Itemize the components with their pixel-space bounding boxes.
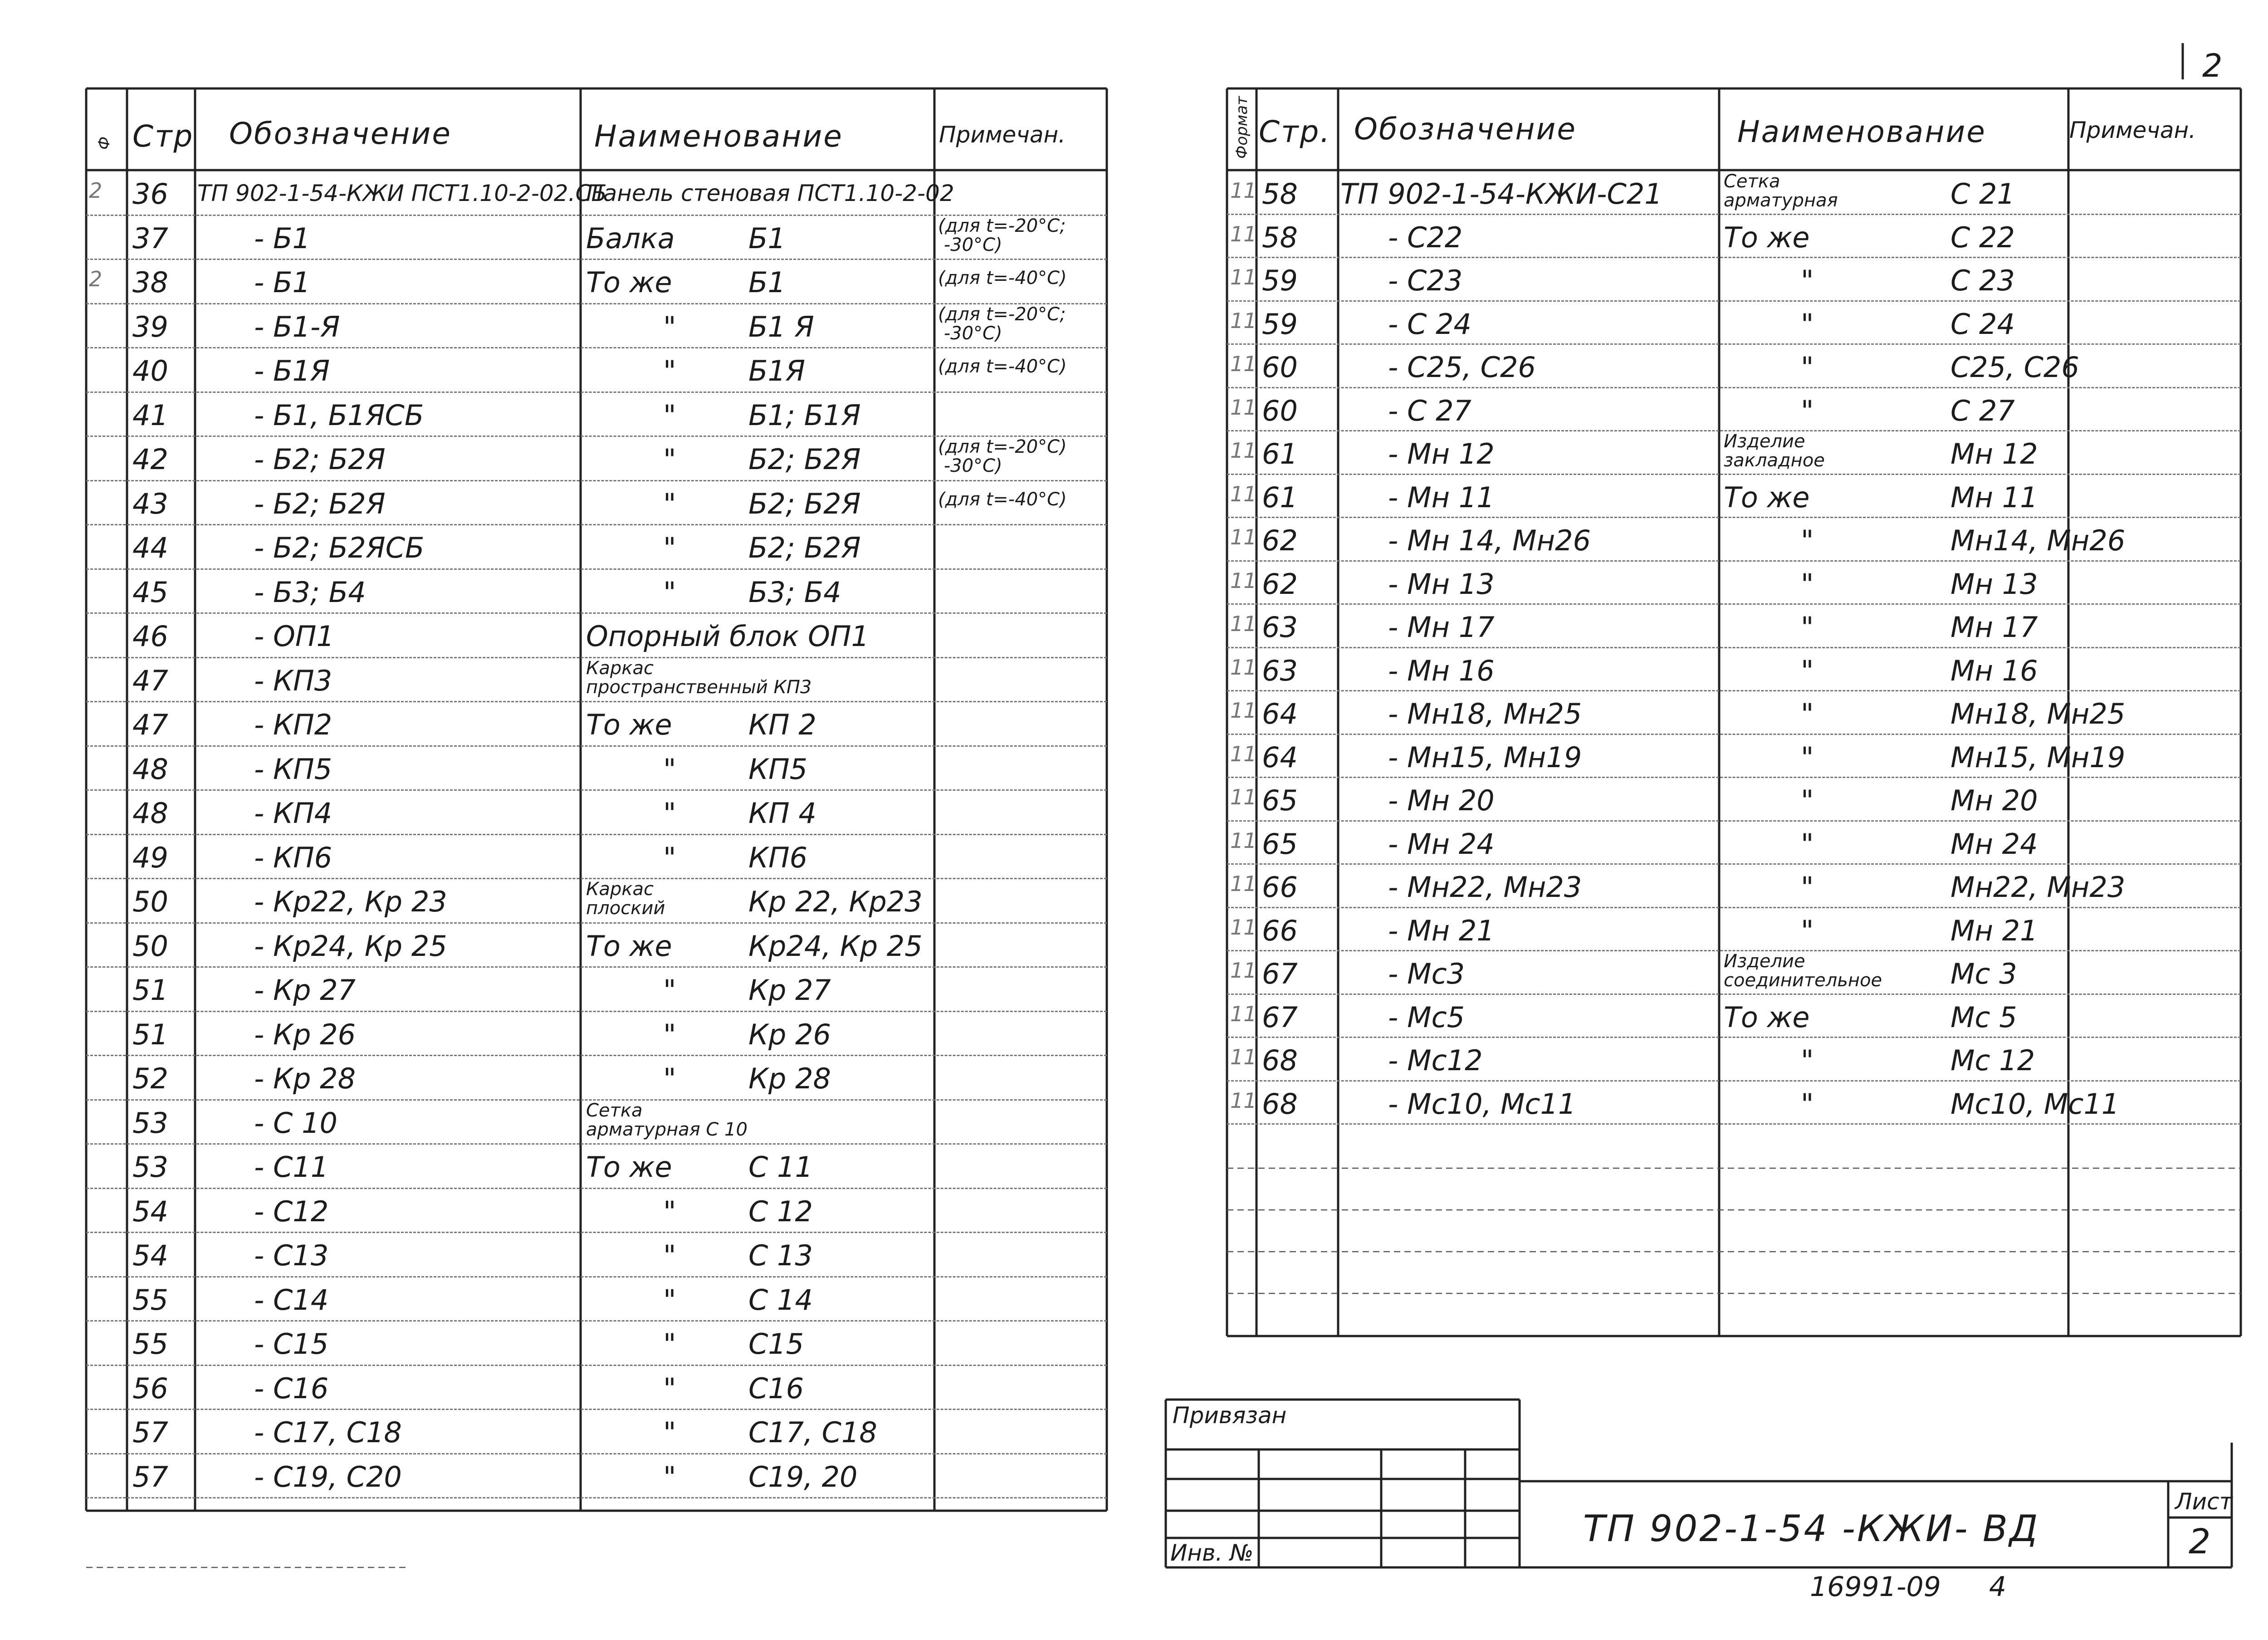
name-code-cell: Б2; Б2Я [748, 531, 861, 564]
row-divider [1227, 647, 2241, 648]
designation-cell: - С14 [254, 1283, 329, 1317]
row-divider [86, 966, 1107, 968]
page-cell: 44 [132, 531, 168, 564]
name-cell: " [663, 487, 676, 520]
row-divider [86, 1409, 1107, 1410]
note-cell: (для t=-20°С; -30°С) [938, 215, 1066, 255]
name-code-cell: С19, 20 [748, 1460, 858, 1493]
designation-cell: - Мн 14, Мн26 [1388, 524, 1591, 557]
designation-cell: - С12 [254, 1195, 329, 1228]
name-cell: Балка [586, 221, 675, 255]
name-code-cell: Мн14, Мн26 [1950, 524, 2126, 557]
page-cell: 62 [1262, 567, 1298, 601]
name-code-cell: С 22 [1950, 220, 2015, 254]
format-cell: 11 [1230, 871, 1257, 896]
name-cell: Изделие соединительное [1724, 951, 1882, 991]
row-divider [86, 1188, 1107, 1189]
name-cell: Каркас плоский [586, 879, 665, 919]
page-cell: 55 [132, 1283, 168, 1317]
row-divider [1227, 863, 2241, 865]
designation-cell: - КП6 [254, 841, 332, 874]
name-cell: " [1801, 1044, 1814, 1077]
name-cell: " [663, 1195, 676, 1228]
designation-cell: - КП2 [254, 708, 332, 741]
sheet-number: 2 [2189, 1521, 2211, 1562]
inventory-number-label: Инв. № [1170, 1540, 1254, 1566]
name-cell: " [663, 752, 676, 786]
row-divider [1227, 343, 2241, 345]
row-divider [1227, 690, 2241, 691]
name-code-cell: КП5 [748, 752, 808, 786]
row-divider [86, 745, 1107, 747]
name-code-cell: КП6 [748, 841, 808, 874]
name-cell: " [1801, 351, 1814, 384]
name-cell: " [663, 841, 676, 874]
designation-cell: - Мн 21 [1388, 914, 1495, 947]
name-code-cell: КП 2 [748, 708, 816, 741]
designation-cell: - Мн 24 [1388, 827, 1495, 861]
name-code-cell: Б1Я [748, 354, 806, 387]
name-cell: Панель стеновая ПСТ1.10-2-02 [586, 180, 954, 206]
format-cell: 11 [1230, 265, 1257, 289]
name-code-cell: Мс 3 [1950, 957, 2017, 990]
row-divider [1227, 907, 2241, 908]
format-cell: 11 [1230, 221, 1257, 246]
format-cell: 11 [1230, 655, 1257, 680]
page-cell: 59 [1262, 307, 1298, 341]
row-divider [1227, 820, 2241, 822]
page-cell: 45 [132, 575, 168, 609]
right-page-header: Стр. [1259, 114, 1331, 149]
name-cell: " [1801, 784, 1814, 817]
right-designation-header: Обозначение [1354, 112, 1577, 147]
page-cell: 68 [1262, 1044, 1298, 1077]
name-code-cell: Кр24, Кр 25 [748, 929, 923, 963]
name-cell: " [663, 1416, 676, 1449]
row-divider [86, 1453, 1107, 1454]
name-cell: " [1801, 697, 1814, 730]
name-cell: То же [1724, 1000, 1810, 1034]
designation-cell: - Б1 [254, 266, 311, 299]
name-cell: " [1801, 827, 1814, 861]
name-cell: То же [1724, 220, 1810, 254]
page-cell: 39 [132, 310, 168, 343]
left-page-header: Стр [132, 119, 194, 154]
format-cell: 11 [1230, 568, 1257, 593]
designation-cell: - Б3; Б4 [254, 575, 366, 609]
name-code-cell: С 24 [1950, 307, 2015, 341]
name-code-cell: Мс 5 [1950, 1000, 2017, 1034]
note-cell: (для t=-20°С; -30°С) [938, 304, 1066, 344]
row-divider [1227, 777, 2241, 778]
row-divider [1227, 560, 2241, 562]
designation-cell: - Б1, Б1ЯСБ [254, 398, 424, 432]
designation-cell: - Б2; Б2Я [254, 443, 386, 476]
name-code-cell: Мн22, Мн23 [1950, 871, 2126, 904]
row-divider [1227, 257, 2241, 258]
format-cell: 11 [1230, 1045, 1257, 1069]
row-divider [1227, 994, 2241, 995]
name-cell: " [1801, 871, 1814, 904]
name-cell: " [1801, 654, 1814, 687]
name-cell: " [663, 310, 676, 343]
designation-cell: - ОП1 [254, 620, 334, 653]
note-cell: (для t=-20°С) -30°С) [938, 436, 1067, 476]
format-cell: 11 [1230, 915, 1257, 940]
designation-cell: - С 10 [254, 1106, 337, 1140]
name-cell: " [663, 1283, 676, 1317]
name-code-cell: Мн 11 [1950, 480, 2038, 514]
page-cell: 58 [1262, 220, 1298, 254]
designation-cell: - Кр24, Кр 25 [254, 929, 447, 963]
designation-cell: - С22 [1388, 220, 1463, 254]
page-cell: 64 [1262, 697, 1298, 730]
name-code-cell: С 23 [1950, 264, 2015, 297]
name-cell: То же [586, 708, 672, 741]
name-cell: " [1801, 611, 1814, 644]
name-code-cell: С 14 [748, 1283, 813, 1317]
designation-cell: - Б2; Б2ЯСБ [254, 531, 425, 564]
page-cell: 38 [132, 266, 168, 299]
page-cell: 61 [1262, 437, 1298, 470]
name-code-cell: Б3; Б4 [748, 575, 841, 609]
page-cell: 65 [1262, 827, 1298, 861]
name-cell: То же [586, 929, 672, 963]
page-cell: 57 [132, 1416, 168, 1449]
name-cell: То же [586, 1150, 672, 1184]
row-divider [1227, 603, 2241, 605]
designation-cell: - Мн 16 [1388, 654, 1495, 687]
row-divider [86, 612, 1107, 614]
format-cell: 11 [1230, 698, 1257, 723]
designation-cell: - Б1 [254, 221, 311, 255]
designation-cell: - С19, С20 [254, 1460, 402, 1493]
name-code-cell: С 21 [1950, 177, 2015, 211]
name-cell: " [663, 443, 676, 476]
page-cell: 43 [132, 487, 168, 520]
row-divider [86, 1232, 1107, 1233]
format-cell: 11 [1230, 612, 1257, 636]
row-divider [86, 524, 1107, 525]
name-cell: Опорный блок ОП1 [586, 620, 869, 653]
row-divider [1227, 1123, 2241, 1125]
format-cell: 11 [1230, 308, 1257, 333]
page-cell: 47 [132, 664, 168, 697]
page-cell: 62 [1262, 524, 1298, 557]
page-cell: 48 [132, 797, 168, 830]
designation-cell: - Мн 20 [1388, 784, 1495, 817]
name-cell: Сетка арматурная [1724, 171, 1838, 211]
page-cell: 49 [132, 841, 168, 874]
name-code-cell: КП 4 [748, 797, 816, 830]
format-cell: 2 [89, 178, 103, 203]
designation-cell: - Мн22, Мн23 [1388, 871, 1582, 904]
name-cell: " [663, 1239, 676, 1272]
page-cell: 53 [132, 1106, 168, 1140]
designation-cell: - С17, С18 [254, 1416, 402, 1449]
designation-cell: - Мс10, Мс11 [1388, 1087, 1576, 1121]
bound-label: Привязан [1173, 1402, 1287, 1429]
format-cell: 11 [1230, 1088, 1257, 1113]
name-cell: Изделие закладное [1724, 431, 1825, 471]
archive-number: 16991-09 [1810, 1571, 1941, 1603]
row-divider [1227, 1080, 2241, 1082]
name-code-cell: С 12 [748, 1195, 813, 1228]
page-cell: 68 [1262, 1087, 1298, 1121]
page-cell: 56 [132, 1371, 168, 1405]
designation-cell: - Мн15, Мн19 [1388, 740, 1582, 774]
name-code-cell: С 13 [748, 1239, 813, 1272]
designation-cell: - Кр22, Кр 23 [254, 885, 447, 918]
page-cell: 60 [1262, 351, 1298, 384]
name-code-cell: Мс 12 [1950, 1044, 2035, 1077]
left-name-header: Наименование [594, 119, 843, 154]
page-cell: 63 [1262, 611, 1298, 644]
name-code-cell: Мн15, Мн19 [1950, 740, 2126, 774]
row-divider [86, 347, 1107, 348]
format-cell: 11 [1230, 741, 1257, 766]
designation-cell: - Мн 17 [1388, 611, 1495, 644]
name-code-cell: Мс10, Мс11 [1950, 1087, 2120, 1121]
page-cell: 42 [132, 443, 168, 476]
page-cell: 53 [132, 1150, 168, 1184]
format-cell: 11 [1230, 1001, 1257, 1026]
note-cell: (для t=-40°С) [938, 356, 1067, 377]
format-cell: 11 [1230, 828, 1257, 853]
page-cell: 65 [1262, 784, 1298, 817]
designation-cell: ТП 902-1-54-КЖИ-С21 [1340, 177, 1662, 211]
page-cell: 36 [132, 177, 168, 211]
name-code-cell: Мн 21 [1950, 914, 2038, 947]
row-divider [86, 392, 1107, 393]
designation-cell: - КП4 [254, 797, 332, 830]
row-divider [86, 568, 1107, 570]
designation-cell: - С23 [1388, 264, 1463, 297]
name-code-cell: Мн 20 [1950, 784, 2038, 817]
designation-cell: - Б1-Я [254, 310, 340, 343]
row-divider [86, 789, 1107, 791]
designation-cell: - Мс12 [1388, 1044, 1483, 1077]
name-cell: " [663, 974, 676, 1007]
name-code-cell: Б1 [748, 266, 786, 299]
name-cell: " [1801, 307, 1814, 341]
archive-sheet: 4 [1989, 1571, 2007, 1603]
page-cell: 50 [132, 885, 168, 918]
format-cell: 11 [1230, 958, 1257, 983]
page-cell: 54 [132, 1195, 168, 1228]
name-cell: " [663, 1460, 676, 1493]
name-code-cell: Мн18, Мн25 [1950, 697, 2126, 730]
name-cell: " [663, 575, 676, 609]
name-cell: " [663, 1062, 676, 1095]
page-cell: 63 [1262, 654, 1298, 687]
name-code-cell: Мн 16 [1950, 654, 2038, 687]
row-divider [86, 922, 1107, 924]
designation-cell: - Мн 13 [1388, 567, 1495, 601]
page-cell: 51 [132, 1018, 168, 1051]
designation-cell: - Мс5 [1388, 1000, 1465, 1034]
name-code-cell: Б2; Б2Я [748, 443, 861, 476]
page-cell: 58 [1262, 177, 1298, 211]
name-code-cell: Кр 27 [748, 974, 831, 1007]
name-code-cell: С 11 [748, 1150, 813, 1184]
page-cell: 66 [1262, 914, 1298, 947]
designation-cell: - КП5 [254, 752, 332, 786]
designation-cell: - Мн 11 [1388, 480, 1495, 514]
designation-cell: ТП 902-1-54-КЖИ ПСТ1.10-2-02.СБ [197, 180, 607, 206]
name-code-cell: Кр 28 [748, 1062, 831, 1095]
designation-cell: - Кр 27 [254, 974, 356, 1007]
name-code-cell: Мн 17 [1950, 611, 2038, 644]
sheet-label: Лист [2175, 1488, 2233, 1515]
row-divider [86, 1143, 1107, 1145]
row-divider [1227, 474, 2241, 475]
name-cell: " [1801, 524, 1814, 557]
name-code-cell: С 27 [1950, 394, 2015, 427]
left-designation-header: Обозначение [229, 116, 452, 151]
format-cell: 11 [1230, 178, 1257, 203]
name-cell: " [1801, 567, 1814, 601]
format-cell: 11 [1230, 785, 1257, 809]
format-cell: 2 [89, 267, 103, 291]
page-cell: 64 [1262, 740, 1298, 774]
name-code-cell: Б1 [748, 221, 786, 255]
name-cell: " [663, 531, 676, 564]
row-divider [86, 701, 1107, 702]
page-cell: 46 [132, 620, 168, 653]
right-format-header: Формат [1233, 96, 1251, 159]
name-code-cell: Б1; Б1Я [748, 398, 861, 432]
name-code-cell: Б2; Б2Я [748, 487, 861, 520]
page-cell: 41 [132, 398, 168, 432]
designation-cell: - С25, С26 [1388, 351, 1536, 384]
row-divider [86, 1055, 1107, 1056]
name-cell: " [663, 797, 676, 830]
format-cell: 11 [1230, 395, 1257, 420]
row-divider [86, 1011, 1107, 1012]
format-cell: 11 [1230, 352, 1257, 376]
row-divider [1227, 387, 2241, 388]
row-divider [86, 259, 1107, 260]
row-divider [86, 1365, 1107, 1366]
page-cell: 40 [132, 354, 168, 387]
page-cell: 37 [132, 221, 168, 255]
left-note-header: Примечан. [939, 122, 1066, 148]
designation-cell: - С 27 [1388, 394, 1471, 427]
page-cell: 57 [132, 1460, 168, 1493]
page-cell: 67 [1262, 957, 1298, 990]
name-code-cell: С17, С18 [748, 1416, 877, 1449]
designation-cell: - Мн 12 [1388, 437, 1495, 470]
name-code-cell: Мн 13 [1950, 567, 2038, 601]
designation-cell: - С16 [254, 1371, 329, 1405]
row-divider [86, 834, 1107, 835]
page-cell: 66 [1262, 871, 1298, 904]
row-divider [86, 1320, 1107, 1322]
format-cell: 11 [1230, 481, 1257, 506]
name-cell: " [1801, 914, 1814, 947]
name-code-cell: С25, С26 [1950, 351, 2079, 384]
note-cell: (для t=-40°С) [938, 489, 1067, 510]
name-cell: " [663, 1327, 676, 1361]
format-cell: 11 [1230, 525, 1257, 549]
page-cell: 47 [132, 708, 168, 741]
page-cell: 48 [132, 752, 168, 786]
designation-cell: - С11 [254, 1150, 329, 1184]
name-cell: То же [1724, 480, 1810, 514]
row-divider [1227, 300, 2241, 302]
designation-cell: - Кр 26 [254, 1018, 356, 1051]
right-note-header: Примечан. [2069, 117, 2196, 143]
name-cell: То же [586, 266, 672, 299]
name-code-cell: С15 [748, 1327, 804, 1361]
name-code-cell: Б1 Я [748, 310, 814, 343]
designation-cell: - С13 [254, 1239, 329, 1272]
name-cell: " [663, 398, 676, 432]
designation-cell: - Б2; Б2Я [254, 487, 386, 520]
designation-cell: - Мс3 [1388, 957, 1465, 990]
name-code-cell: С16 [748, 1371, 804, 1405]
name-cell: " [1801, 1087, 1814, 1121]
row-divider [1227, 214, 2241, 215]
name-code-cell: Мн 24 [1950, 827, 2038, 861]
name-cell: " [663, 1371, 676, 1405]
row-divider [1227, 517, 2241, 518]
designation-cell: - Б1Я [254, 354, 330, 387]
designation-cell: - КП3 [254, 664, 332, 697]
name-cell: Сетка арматурная С 10 [586, 1100, 748, 1140]
name-cell: " [663, 354, 676, 387]
name-cell: " [1801, 740, 1814, 774]
page-cell: 52 [132, 1062, 168, 1095]
page-cell: 50 [132, 929, 168, 963]
designation-cell: - Мн18, Мн25 [1388, 697, 1582, 730]
row-divider [86, 480, 1107, 481]
designation-cell: - Кр 28 [254, 1062, 356, 1095]
format-cell: 11 [1230, 438, 1257, 463]
page-cell: 55 [132, 1327, 168, 1361]
name-code-cell: Кр 22, Кр23 [748, 885, 923, 918]
page-cell: 61 [1262, 480, 1298, 514]
name-cell: " [663, 1018, 676, 1051]
row-divider [86, 1497, 1107, 1498]
name-code-cell: Мн 12 [1950, 437, 2038, 470]
name-cell: " [1801, 264, 1814, 297]
page-cell: 60 [1262, 394, 1298, 427]
name-cell: " [1801, 394, 1814, 427]
note-cell: (для t=-40°С) [938, 268, 1067, 289]
page-cell: 51 [132, 974, 168, 1007]
row-divider [1227, 1037, 2241, 1038]
page-cell: 54 [132, 1239, 168, 1272]
designation-cell: - С15 [254, 1327, 329, 1361]
page-cell: 59 [1262, 264, 1298, 297]
name-cell: Каркас пространственный КП3 [586, 657, 812, 698]
left-format-header: Ф [95, 136, 113, 150]
document-code: ТП 902-1-54 -КЖИ- ВД [1583, 1508, 2040, 1550]
page-cell: 67 [1262, 1000, 1298, 1034]
row-divider [1227, 734, 2241, 735]
row-divider [86, 1276, 1107, 1278]
name-code-cell: Кр 26 [748, 1018, 831, 1051]
designation-cell: - С 24 [1388, 307, 1471, 341]
right-name-header: Наименование [1737, 114, 1986, 149]
sheet-corner-mark: 2 [2202, 47, 2223, 84]
